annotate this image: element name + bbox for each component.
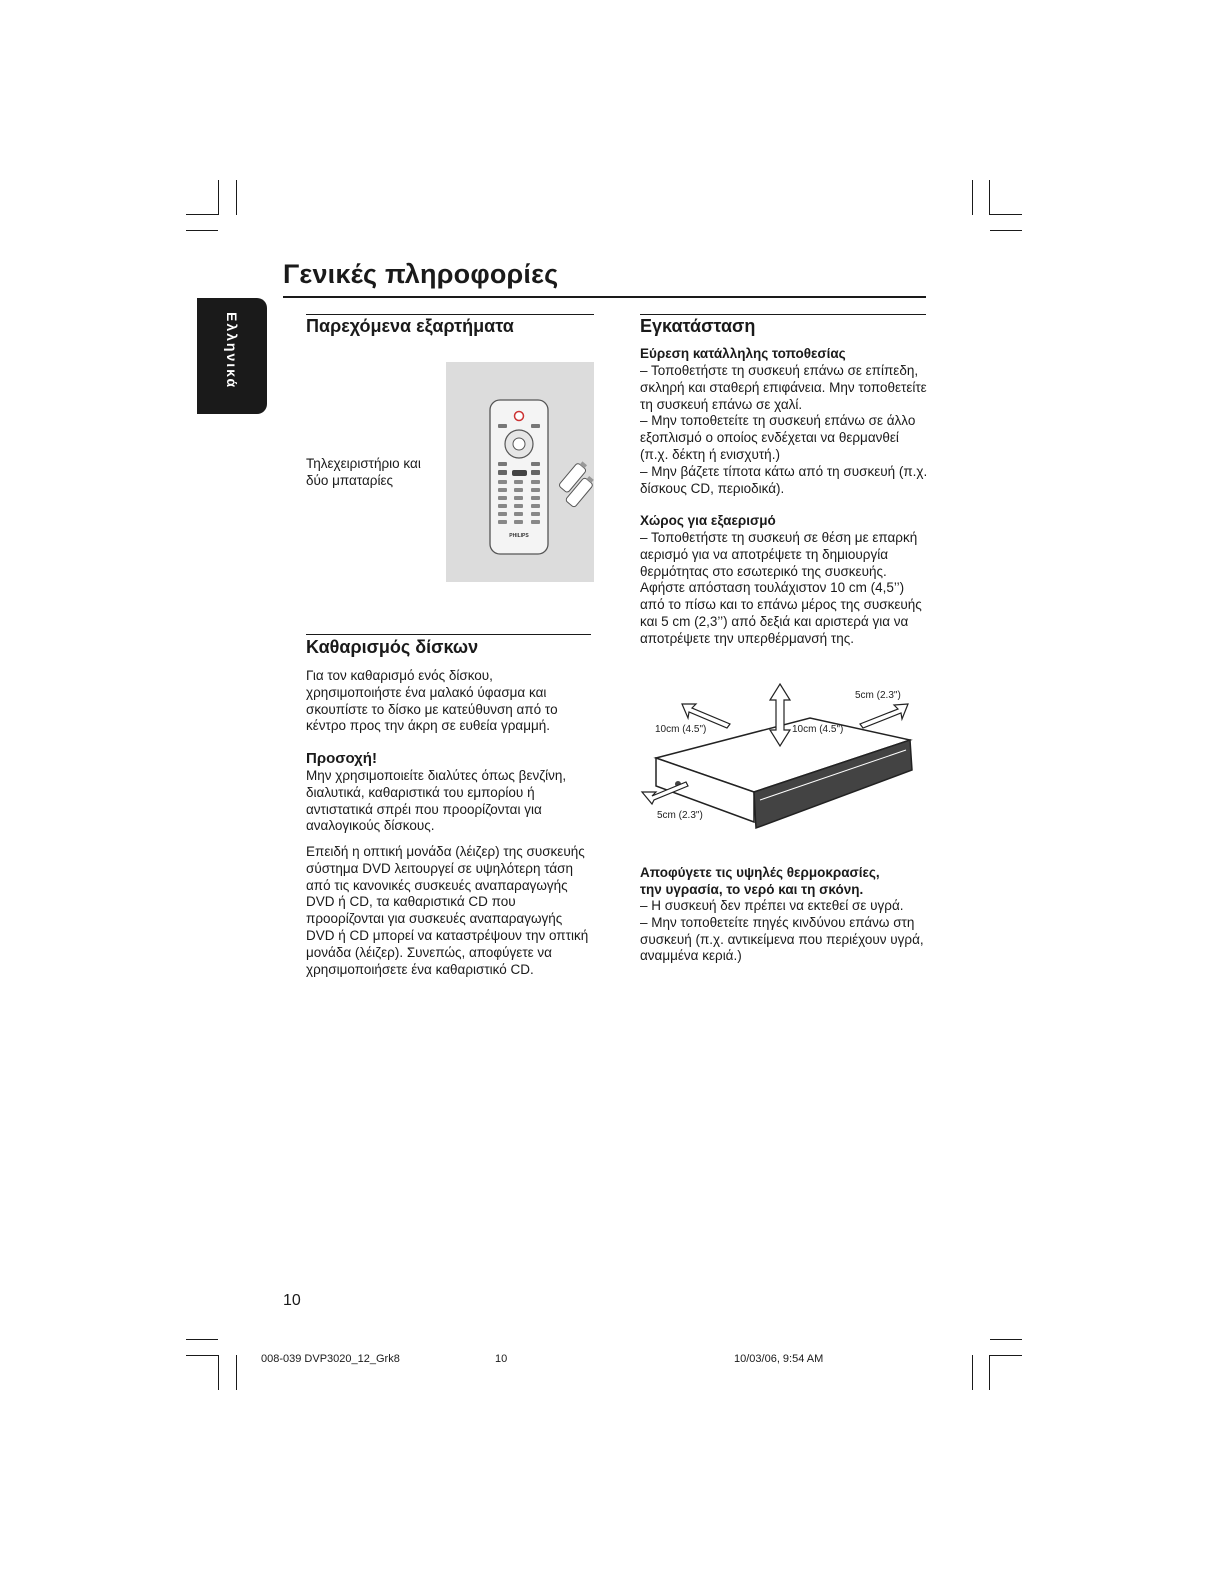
svg-text:10cm (4.5"): 10cm (4.5") [655, 724, 707, 735]
remote-illustration [446, 362, 594, 582]
ventilation-title: Χώρος για εξαερισμό [640, 513, 776, 528]
laser-text: Επειδή η οπτική μονάδα (λέιζερ) της συσκευής σύστημα DVD λειτουργεί σε υψηλότερη τάση από τις κανονικές συσκευές αναπαραγωγής DVD ή CD, τα καθαριστικά CD που προορίζονται για συσκευές αναπαραγωγής DVD ή CD μπορεί να καταστρέψουν την οπτική μονάδα (λέιζερ). Συνεπώς, αποφύγετε να χρησιμοποιήσετε ένα καθαριστικό CD. [306, 844, 589, 977]
svg-text:PHILIPS: PHILIPS [509, 533, 529, 539]
section-rule [640, 314, 926, 315]
cleaning-intro: Για τον καθαρισμό ενός δίσκου, χρησιμοποιήστε ένα μαλακό ύφασμα και σκουπίστε το δίσκο με κατεύθυνση από το κέντρο προς την άκρη σε ευθεία γραμμή. [306, 668, 558, 734]
list-item: – Η συσκευή δεν πρέπει να εκτεθεί σε υγρά. [640, 898, 904, 913]
ventilation-diagram [640, 680, 930, 830]
installation-heading: Εγκατάσταση [640, 316, 756, 336]
language-tab [197, 298, 267, 414]
section-rule [306, 314, 594, 315]
dvd-player-diagram [640, 680, 930, 830]
crop-mark [990, 1355, 1022, 1356]
svg-text:5cm (2.3"): 5cm (2.3") [657, 810, 703, 821]
language-tab-label: Ελληνικά [224, 312, 240, 390]
crop-mark [972, 1355, 973, 1390]
crop-mark [990, 1339, 1022, 1340]
svg-text:10cm (4.5"): 10cm (4.5") [792, 724, 844, 735]
crop-mark [989, 180, 990, 215]
footer-datetime: 10/03/06, 9:54 AM [734, 1353, 824, 1365]
location-list [640, 363, 928, 497]
crop-mark [990, 214, 1022, 215]
list-item: – Μην τοποθετείτε πηγές κινδύνου επάνω στη συσκευή (π.χ. αντικείμενα που περιέχουν υγρά, αναμμένα κεριά.) [640, 914, 924, 964]
svg-text:5cm (2.3"): 5cm (2.3") [855, 690, 901, 701]
list-item: – Μην βάζετε τίποτα κάτω από τη συσκευή (π.χ. δίσκους CD, περιοδικά). [640, 463, 928, 496]
crop-mark [218, 180, 219, 215]
crop-mark [186, 1355, 218, 1356]
footer-page: 10 [495, 1353, 508, 1365]
avoid-title-2: την υγρασία, το νερό και τη σκόνη. [640, 882, 864, 897]
accessories-heading: Παρεχόμενα εξαρτήματα [306, 316, 514, 336]
crop-mark [990, 230, 1022, 231]
crop-mark [972, 180, 973, 215]
caution-title: Προσοχή! [306, 750, 377, 767]
crop-mark [236, 180, 237, 215]
page-title: Γενικές πληροφορίες [283, 259, 559, 289]
crop-mark [989, 1355, 990, 1390]
list-item: – Τοποθετήστε τη συσκευή επάνω σε επίπεδη, σκληρή και σταθερή επιφάνεια. Μην τοποθετείτε τη συσκευή επάνω σε χαλί. [640, 363, 927, 412]
remote-control-icon [446, 362, 594, 582]
ventilation-text: – Τοποθετήστε τη συσκευή σε θέση με επαρκή αερισμό για να αποτρέψετε τη δημιουργία θερμότητας στο εσωτερικό της συσκευής. Αφήστε απόσταση τουλάχιστον 10 cm (4,5’’) από το πίσω και το επάνω μέρος της συσκευής και 5 cm (2,3’’) από δεξιά και αριστερά για να αποτρέψετε την υπερθέρμανσή της. [640, 530, 922, 646]
crop-mark [186, 214, 218, 215]
location-title: Εύρεση κατάλληλης τοποθεσίας [640, 346, 846, 361]
caution-text: Μην χρησιμοποιείτε διαλύτες όπως βενζίνη, διαλυτικά, καθαριστικά του εμπορίου ή αντιστατικά σπρέι που προορίζονται για αναλογικούς δίσκους. [306, 768, 567, 834]
crop-mark [218, 1355, 219, 1390]
avoid-title-1: Αποφύγετε τις υψηλές θερμοκρασίες, [640, 865, 880, 880]
crop-mark [236, 1355, 237, 1390]
title-rule [283, 296, 926, 298]
section-rule [306, 634, 591, 635]
avoid-list [640, 898, 928, 965]
page-number: 10 [283, 1292, 301, 1309]
list-item: – Μην τοποθετείτε τη συσκευή επάνω σε άλλο εξοπλισμό ο οποίος ενδέχεται να θερμανθεί (π.χ. δέκτη ή ενισχυτή.) [640, 413, 916, 462]
crop-mark [186, 1339, 218, 1340]
crop-mark [186, 230, 218, 231]
cleaning-heading: Καθαρισμός δίσκων [306, 637, 479, 657]
footer-file: 008-039 DVP3020_12_Grk8 [261, 1353, 400, 1365]
remote-caption: Τηλεχειριστήριο και δύο μπαταρίες [306, 456, 421, 488]
